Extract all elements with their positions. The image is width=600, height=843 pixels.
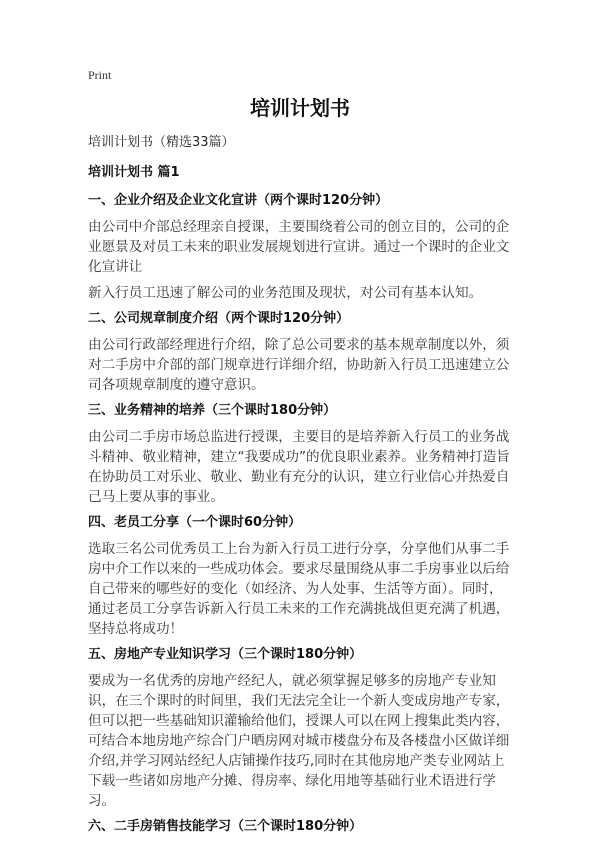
document-subtitle: 培训计划书（精选33篇） [88, 135, 235, 150]
section-heading: 五、房地产专业知识学习（三个课时180分钟） [88, 647, 363, 662]
part-title: 培训计划书 篇1 [88, 165, 180, 180]
section-heading: 三、业务精神的培养（三个课时180分钟） [88, 403, 337, 418]
section-paragraph: 由公司中介部总经理亲自授课，主要围绕着公司的创立目的，公司的企业愿景及对员工未来的职业发展规划进行宣讲。通过一个课时的企业文化宣讲让 [88, 219, 510, 275]
sections [88, 191, 512, 837]
section-paragraph: 选取三名公司优秀员工上台为新入行员工进行分享，分享他们从事二手房中介工作以来的一些成功体会。要求尽量围绕从事二手房事业以后给自己带来的哪些好的变化（如经济、为人处事、生活等方面）。同时，通过老员工分享告诉新入行员工未来的工作充满挑战但更充满了机遇，坚持总将成功！ [88, 541, 510, 637]
document [88, 68, 512, 843]
document-title: 培训计划书 [250, 96, 350, 120]
section-heading: 二、公司规章制度介绍（两个课时120分钟） [88, 311, 350, 326]
section-heading: 一、企业介绍及企业文化宣讲（两个课时120分钟） [88, 193, 389, 208]
section-paragraph: 由公司行政部经理进行介绍，除了总公司要求的基本规章制度以外，须对二手房中介部的部门规章进行详细介绍，协助新入行员工迅速建立公司各项规章制度的遵守意识。 [88, 337, 510, 393]
section-paragraph: 要成为一名优秀的房地产经纪人，就必须掌握足够多的房地产专业知识，在三个课时的时间里，我们无法完全让一个新人变成房地产专家，但可以把一些基础知识灌输给他们，授课人可以在网上搜集此类内容，可结合本地房地产综合门户晒房网对城市楼盘分布及各楼盘小区做详细介绍,并学习网站经纪人店铺操作技巧,同时在其他房地产类专业网站上下载一些诸如房地产分摊、得房率、绿化用地等基础行业术语进行学习。 [88, 673, 510, 809]
section-paragraph: 由公司二手房市场总监进行授课，主要目的是培养新入行员工的业务战斗精神、敬业精神，建立“我要成功”的优良职业素养。业务精神打造旨在协助员工对乐业、敬业、勤业有充分的认识，建立行业信心并热爱自己马上要从事的事业。 [88, 429, 510, 505]
print-link[interactable]: Print [88, 68, 112, 82]
section-heading: 四、老员工分享（一个课时60分钟） [88, 515, 302, 530]
section-heading: 六、二手房销售技能学习（三个课时180分钟） [88, 819, 363, 834]
section-paragraph: 新入行员工迅速了解公司的业务范围及现状，对公司有基本认知。 [88, 285, 483, 301]
